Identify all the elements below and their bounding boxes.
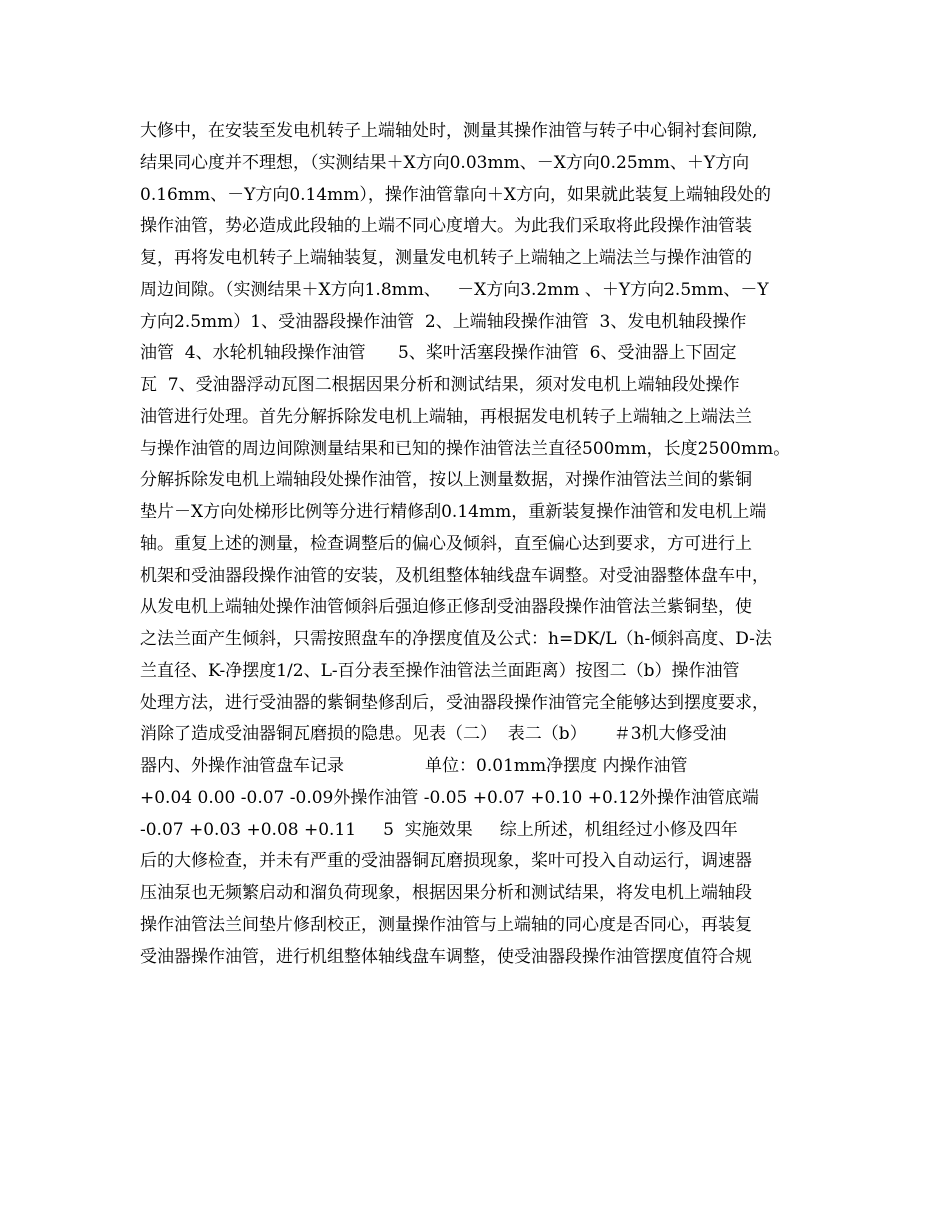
text-line: 机架和受油器段操作油管的安装，及机组整体轴线盘车调整。对受油器整体盘车中， xyxy=(140,565,769,586)
text-line: 消除了造成受油器铜瓦磨损的隐患。见表（二） 表二（b） ＃3机大修受油 xyxy=(140,724,727,745)
text-line: 垫片－X方向处梯形比例等分进行精修刮0.14mm，重新装复操作油管和发电机上端 xyxy=(140,502,767,522)
text-line: 瓦 7、受油器浮动瓦图二根据因果分析和测试结果，须对发电机上端轴段处操作 xyxy=(140,375,740,395)
text-line: 0.16mm、－Y方向0.14mm），操作油管靠向＋X方向，如果就此装复上端轴段处的 xyxy=(140,184,772,205)
text-line: 大修中，在安装至发电机转子上端轴处时，测量其操作油管与转子中心铜衬套间隙, xyxy=(140,121,758,141)
text-line: 器内、外操作油管盘车记录 单位：0.01mm净摆度 内操作油管 xyxy=(140,756,688,776)
text-line: 操作油管，势必造成此段轴的上端不同心度增大。为此我们采取将此段操作油管装 xyxy=(140,216,752,237)
text-line: 油管进行处理。首先分解拆除发电机上端轴，再根据发电机转子上端轴之上端法兰 xyxy=(140,406,752,427)
text-line: 轴。重复上述的测量，检查调整后的偏心及倾斜，直至偏心达到要求，方可进行上 xyxy=(140,533,752,554)
text-line: +0.04 0.00 -0.07 -0.09外操作油管 -0.05 +0.07 +0.10 +0.12外操作油管底端 xyxy=(140,787,759,808)
body-text xyxy=(140,116,820,973)
text-line: 从发电机上端轴处操作油管倾斜后强迫修正修刮受油器段操作油管法兰紫铜垫，使 xyxy=(140,597,752,618)
text-line: 受油器操作油管，进行机组整体轴线盘车调整，使受油器段操作油管摆度值符合规 xyxy=(140,946,752,967)
text-line: 分解拆除发电机上端轴段处操作油管，按以上测量数据，对操作油管法兰间的紫铜 xyxy=(140,470,752,491)
text-line: 操作油管法兰间垫片修刮校正，测量操作油管与上端轴的同心度是否同心，再装复 xyxy=(140,914,752,935)
text-line: 后的大修检查，并未有严重的受油器铜瓦磨损现象，桨叶可投入自动运行，调速器 xyxy=(140,851,752,872)
text-line: 兰直径、K-净摆度1/2、L-百分表至操作油管法兰面距离）按图二（b）操作油管 xyxy=(140,660,740,681)
text-line: 压油泵也无频繁启动和溜负荷现象，根据因果分析和测试结果，将发电机上端轴段 xyxy=(140,883,752,903)
text-line: 复，再将发电机转子上端轴装复，测量发电机转子上端轴之上端法兰与操作油管的 xyxy=(140,248,752,268)
text-line: 周边间隙。（实测结果＋X方向1.8mm、 －X方向3.2mm 、＋Y方向2.5mm、－Y xyxy=(140,279,769,300)
text-line: 处理方法，进行受油器的紫铜垫修刮后，受油器段操作油管完全能够达到摆度要求， xyxy=(140,692,769,713)
text-line: 油管 4、水轮机轴段操作油管 5、桨叶活塞段操作油管 6、受油器上下固定 xyxy=(140,343,737,364)
text-line: 结果同心度并不理想，（实测结果＋X方向0.03mm、－X方向0.25mm、＋Y方向 xyxy=(140,152,750,173)
text-line: -0.07 +0.03 +0.08 +0.11 5 实施效果 综上所述，机组经过小修及四年 xyxy=(140,819,738,840)
text-line: 与操作油管的周边间隙测量结果和已知的操作油管法兰直径500mm，长度2500mm。 xyxy=(140,438,791,459)
text-line: 方向2.5mm）1、受油器段操作油管 2、上端轴段操作油管 3、发电机轴段操作 xyxy=(140,311,747,332)
text-line: 之法兰面产生倾斜，只需按照盘车的净摆度值及公式：h=DK/L（h-倾斜高度、D-法 xyxy=(140,629,772,649)
